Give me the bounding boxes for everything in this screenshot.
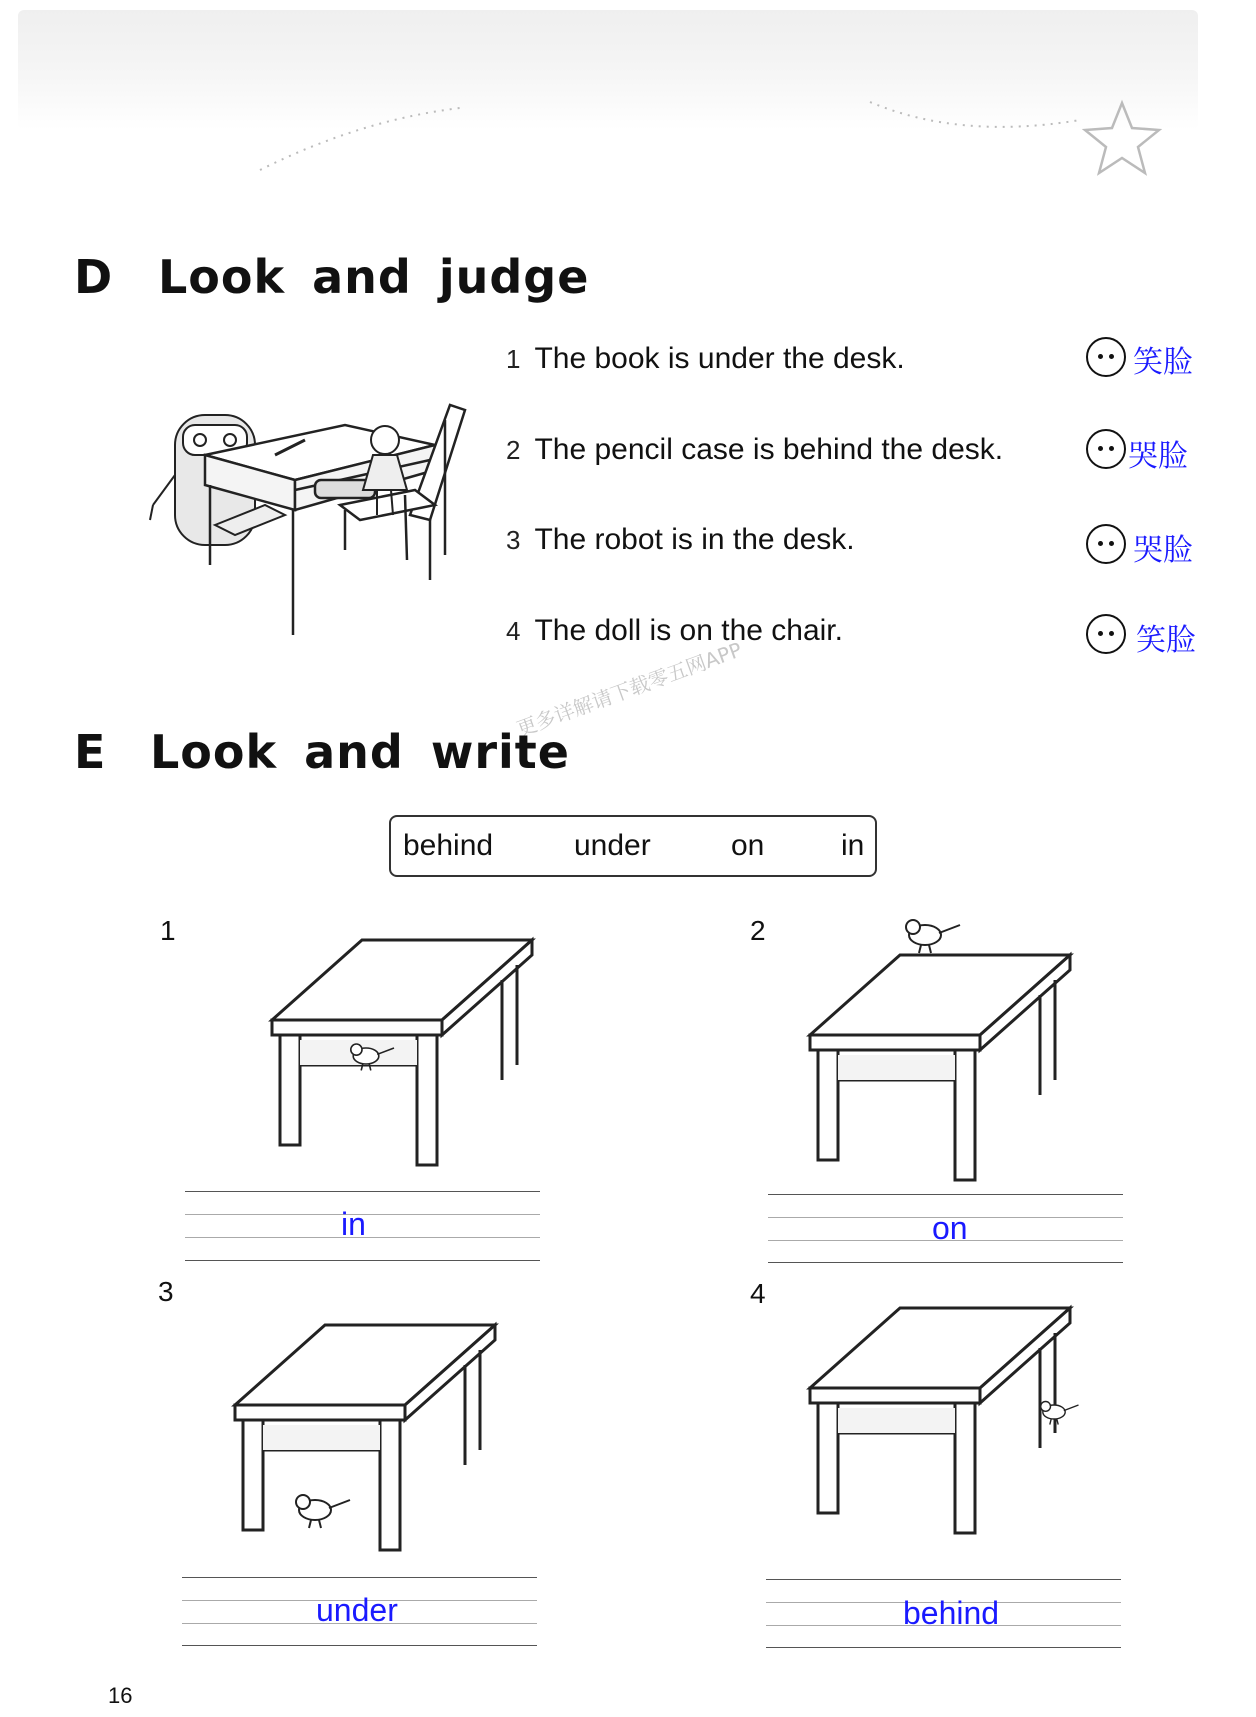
question-number: 2 xyxy=(750,915,766,946)
item-text: The doll is on the chair. xyxy=(534,614,843,647)
word-bank-item: behind xyxy=(403,829,494,862)
desk-illustration xyxy=(800,1308,1080,1538)
judge-item-2 xyxy=(506,433,1003,467)
write-answer-3: under xyxy=(316,1592,398,1628)
writing-line xyxy=(768,1262,1123,1263)
writing-line xyxy=(185,1260,540,1261)
desk-illustration xyxy=(800,955,1080,1185)
page-number: 16 xyxy=(108,1683,133,1708)
item-number: 3 xyxy=(506,525,521,555)
item-text: The pencil case is behind the desk. xyxy=(534,433,1004,466)
watermark: 更多详解请下载零五网APP xyxy=(513,637,746,742)
section-e-letter: E xyxy=(74,725,106,779)
writing-line xyxy=(768,1194,1123,1195)
writing-line xyxy=(766,1647,1121,1648)
judge-answer-3: 哭脸 xyxy=(1133,533,1193,568)
question-number: 3 xyxy=(158,1276,174,1307)
dotted-trail xyxy=(0,0,1256,180)
bird-illustration xyxy=(296,1495,350,1528)
word-bank xyxy=(389,815,877,877)
item-number: 1 xyxy=(506,344,521,374)
judge-answer-4: 笑脸 xyxy=(1136,623,1196,658)
writing-line xyxy=(182,1645,537,1646)
item-number: 2 xyxy=(506,435,521,465)
judge-item-1 xyxy=(506,342,905,376)
section-d-letter: D xyxy=(74,250,113,304)
writing-line xyxy=(185,1191,540,1192)
face-icon xyxy=(1086,429,1126,469)
word-bank-item: in xyxy=(841,829,865,862)
face-icon xyxy=(1086,337,1126,377)
section-d-title: Look and judge xyxy=(158,250,590,304)
item-text: The robot is in the desk. xyxy=(534,523,855,556)
section-e-title: Look and write xyxy=(150,725,570,779)
write-answer-2: on xyxy=(932,1210,968,1246)
writing-line xyxy=(182,1577,537,1578)
item-text: The book is under the desk. xyxy=(534,342,905,375)
question-number: 4 xyxy=(750,1278,766,1309)
judge-item-3 xyxy=(506,523,855,557)
judge-item-4 xyxy=(506,614,843,648)
write-answer-4: behind xyxy=(903,1595,1000,1631)
desk-illustration xyxy=(262,940,542,1170)
bird-illustration xyxy=(906,920,960,953)
bird-illustration xyxy=(1041,1402,1079,1425)
word-bank-item: under xyxy=(574,829,651,862)
judge-answer-1: 笑脸 xyxy=(1133,345,1193,380)
face-icon xyxy=(1086,524,1126,564)
face-icon xyxy=(1086,614,1126,654)
classroom-illustration xyxy=(145,385,505,645)
writing-line xyxy=(766,1579,1121,1580)
write-answer-1: in xyxy=(341,1206,366,1242)
question-number: 1 xyxy=(160,915,176,946)
desk-illustration xyxy=(225,1325,505,1555)
item-number: 4 xyxy=(506,616,521,646)
judge-answer-2: 哭脸 xyxy=(1128,439,1188,474)
word-bank-item: on xyxy=(731,829,765,862)
